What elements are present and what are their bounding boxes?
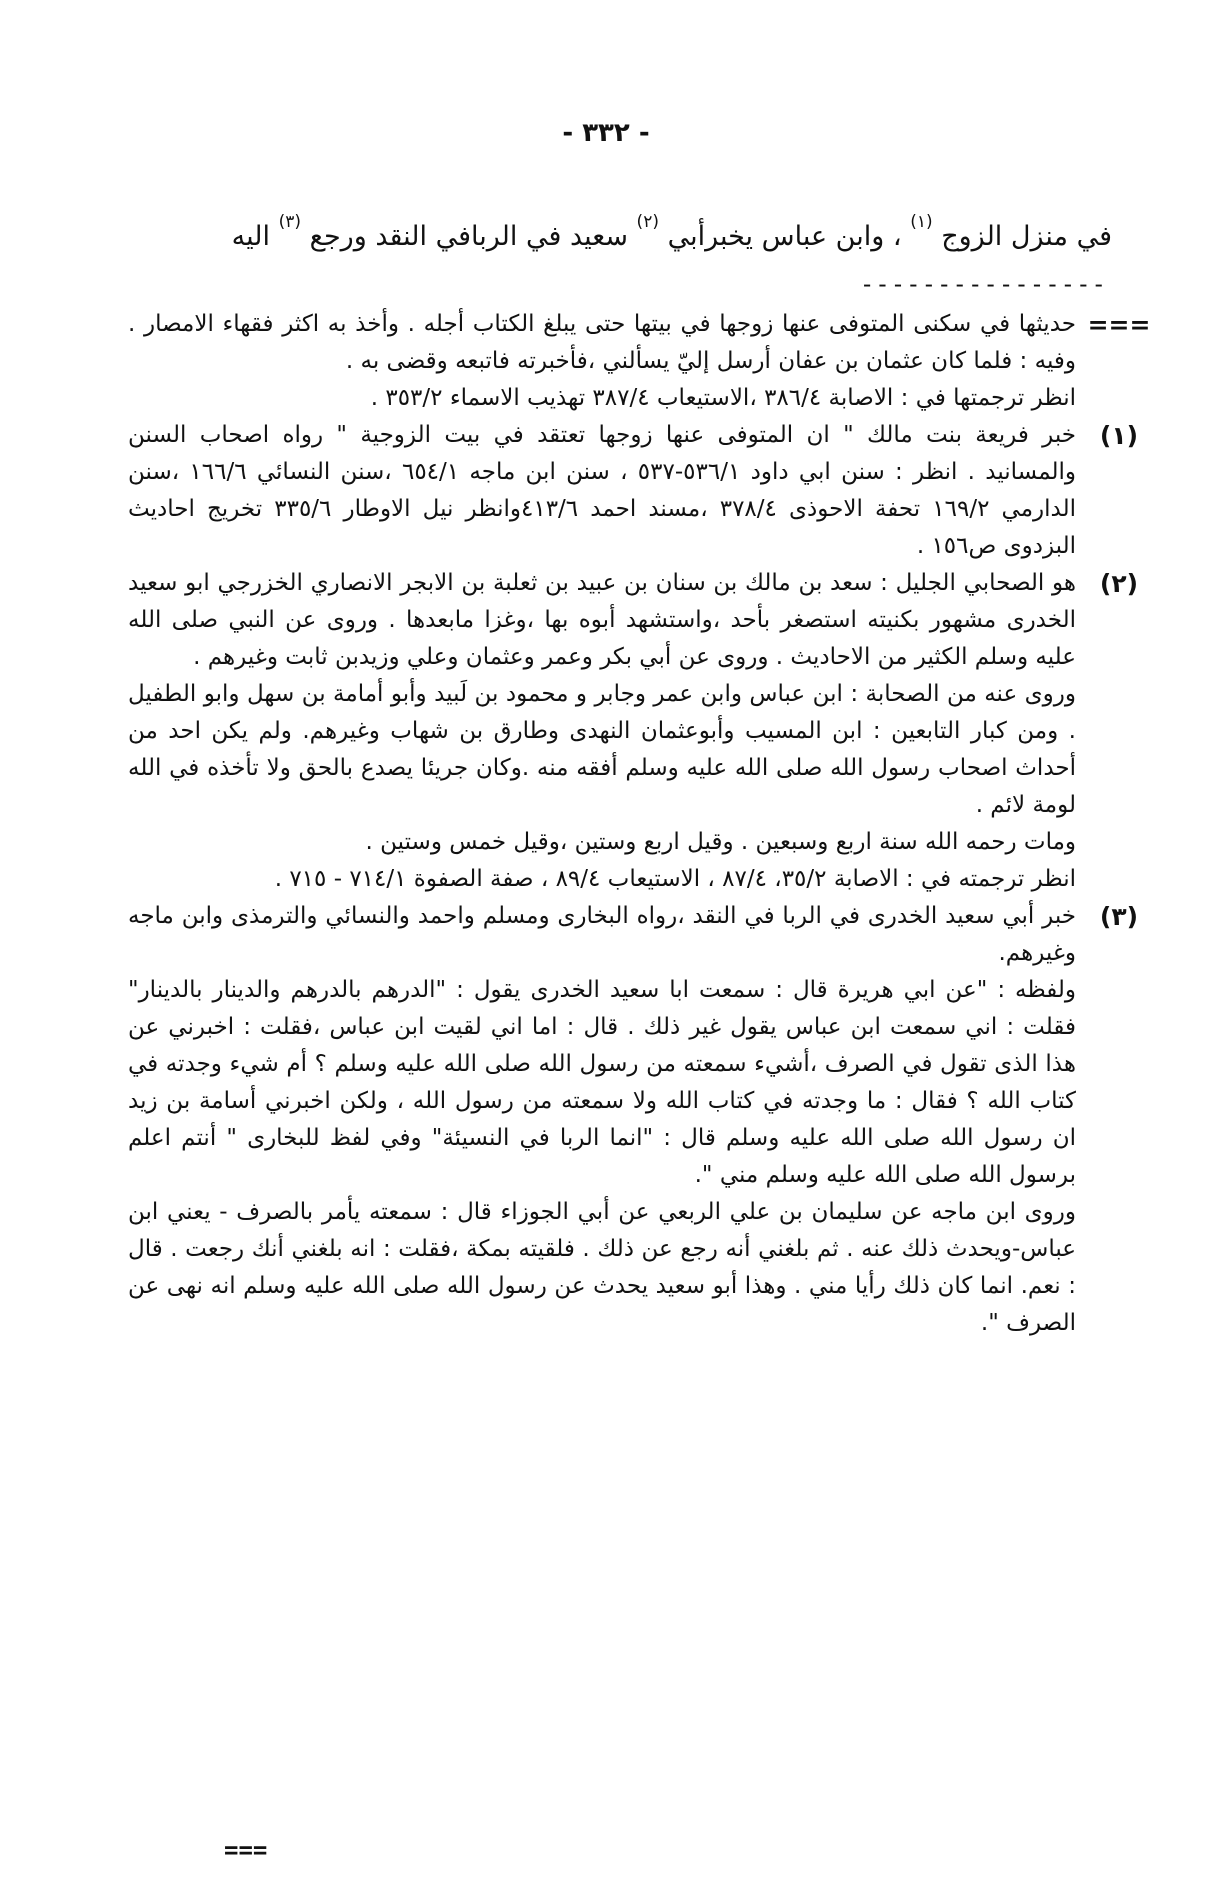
- footnote-paragraph: ولفظه : "عن ابي هريرة قال : سمعت ابا سعيد الخدرى يقول : "الدرهم بالدرهم والدينار بالدينار" فقلت : اني سمعت ابن عباس يقول غير ذلك . قال : اما اني لقيت ابن عباس ،فقلت : اخبرني عن هذا الذى تقول في الصرف ،أشيء سمعته من رسول الله صلى الله عليه وسلم ؟ أم شيء وجدته في كتاب الله ؟ فقال : ما وجدته في كتاب الله ولا سمعته من رسول الله ، ولكن اخبرني أسامة بن زيد ان رسول الله صلى الله عليه وسلم قال : "انما الربا في النسيئة" وفي لفظ للبخارى " أنتم اعلم برسول الله صلى الله عليه وسلم مني ".: [128, 977, 1076, 1188]
- footnote-2: [92, 565, 1152, 898]
- footnote-paragraph: وروى ابن ماجه عن سليمان بن علي الربعي عن أبي الجوزاء قال : سمعته يأمر بالصرف - يعني ابن عباس-ويحدث ذلك عنه . ثم بلغني أنه رجع عن ذلك . فلقيته بمكة ،فقلت : انه بلغني أنك رجعت . قال : نعم. انما كان ذلك رأيا مني . وهذا أبو سعيد يحدث عن رسول الله صلى الله عليه وسلم انه نهى عن الصرف ".: [128, 1199, 1076, 1336]
- page-number: - ٣٣٢ -: [562, 118, 650, 148]
- footnote-separator: ----------------: [859, 270, 1107, 298]
- main-text-part: اليه: [231, 221, 270, 252]
- footnote-paragraph: هو الصحابي الجليل : سعد بن مالك بن سنان بن عبيد بن ثعلبة بن الابجر الانصاري الخزرجي ابو سعيد الخدرى مشهور بكنيته استصغر بأحد ،واستشهد أبوه بها ،وغزا مابعدها . وروى عن النبي صلى الله عليه وسلم الكثير من الاحاديث . وروى عن أبي بكر وعمر وعثمان وعلي وزيدبن ثابت وغيرهم .: [128, 570, 1076, 670]
- footnote-marker: (١): [1099, 421, 1139, 450]
- footnote-reference: (٣): [278, 212, 302, 232]
- footnotes-section: [92, 306, 1152, 1342]
- main-text-part: ، وابن عباس يخبرأبي: [667, 221, 902, 252]
- end-marker: ===: [224, 1836, 268, 1864]
- footnote-body: [128, 417, 1076, 565]
- footnote-continuation: [92, 306, 1152, 417]
- footnote-paragraph: وروى عنه من الصحابة : ابن عباس وابن عمر وجابر و محمود بن لَبيد وأبو أمامة بن سهل وابو الطفيل . ومن كبار التابعين : ابن المسيب وأبوعثمان النهدى وطارق بن شهاب وغيرهم. ولم يكن احد من أحداث اصحاب رسول الله صلى الله عليه وسلم أفقه منه .وكان جريئا يصدع بالحق ولا تأخذه في الله لومة لائم .: [128, 681, 1076, 818]
- footnote-paragraph: انظر ترجمتها في : الاصابة ٣٨٦/٤ ،الاستيعاب ٣٨٧/٤ تهذيب الاسماء ٣٥٣/٢ .: [370, 385, 1076, 411]
- footnote-paragraph: حديثها في سكنى المتوفى عنها زوجها في بيتها حتى يبلغ الكتاب أجله . وأخذ به اكثر فقهاء الامصار . وفيه : فلما كان عثمان بن عفان أرسل إليّ يسألني ،فأخبرته فاتبعه وقضى به .: [128, 311, 1076, 374]
- main-text-part: سعيد في الربافي النقد ورجع: [309, 221, 628, 252]
- footnote-paragraph: ومات رحمه الله سنة اربع وسبعين . وقيل اربع وستين ،وقيل خمس وستين .: [365, 829, 1076, 855]
- main-text-part: في منزل الزوج: [941, 221, 1112, 252]
- footnote-marker: (٢): [1099, 569, 1139, 598]
- footnote-3: [92, 898, 1152, 1342]
- footnote-reference: (١): [910, 212, 933, 232]
- continuation-marker: ===: [1087, 310, 1151, 339]
- footnote-paragraph: خبر أبي سعيد الخدرى في الربا في النقد ،رواه البخارى ومسلم واحمد والنسائي والترمذى وابن ماجه وغيرهم.: [128, 903, 1076, 966]
- main-text-line: [100, 200, 1112, 259]
- footnote-body: [128, 565, 1076, 898]
- footnote-marker: (٣): [1099, 902, 1139, 931]
- footnote-body: [128, 898, 1076, 1342]
- footnote-body: [128, 306, 1076, 417]
- footnote-paragraph: انظر ترجمته في : الاصابة ٣٥/٢، ٨٧/٤ ، الاستيعاب ٨٩/٤ ، صفة الصفوة ٧١٤/١ - ٧١٥ .: [274, 866, 1076, 892]
- footnote-1: [92, 417, 1152, 565]
- footnote-paragraph: خبر فريعة بنت مالك " ان المتوفى عنها زوجها تعتقد في بيت الزوجية " رواه اصحاب السنن والمسانيد . انظر : سنن ابي داود ٥٣٦/١-٥٣٧ ، سنن ابن ماجه ٦٥٤/١ ،سنن النسائي ١٦٦/٦ ،سنن الدارمي ١٦٩/٢ تحفة الاحوذى ٣٧٨/٤ ،مسند احمد ٤١٣/٦وانظر نيل الاوطار ٣٣٥/٦ تخريج احاديث البزدوى ص١٥٦ .: [128, 422, 1076, 559]
- footnote-reference: (٢): [636, 212, 659, 232]
